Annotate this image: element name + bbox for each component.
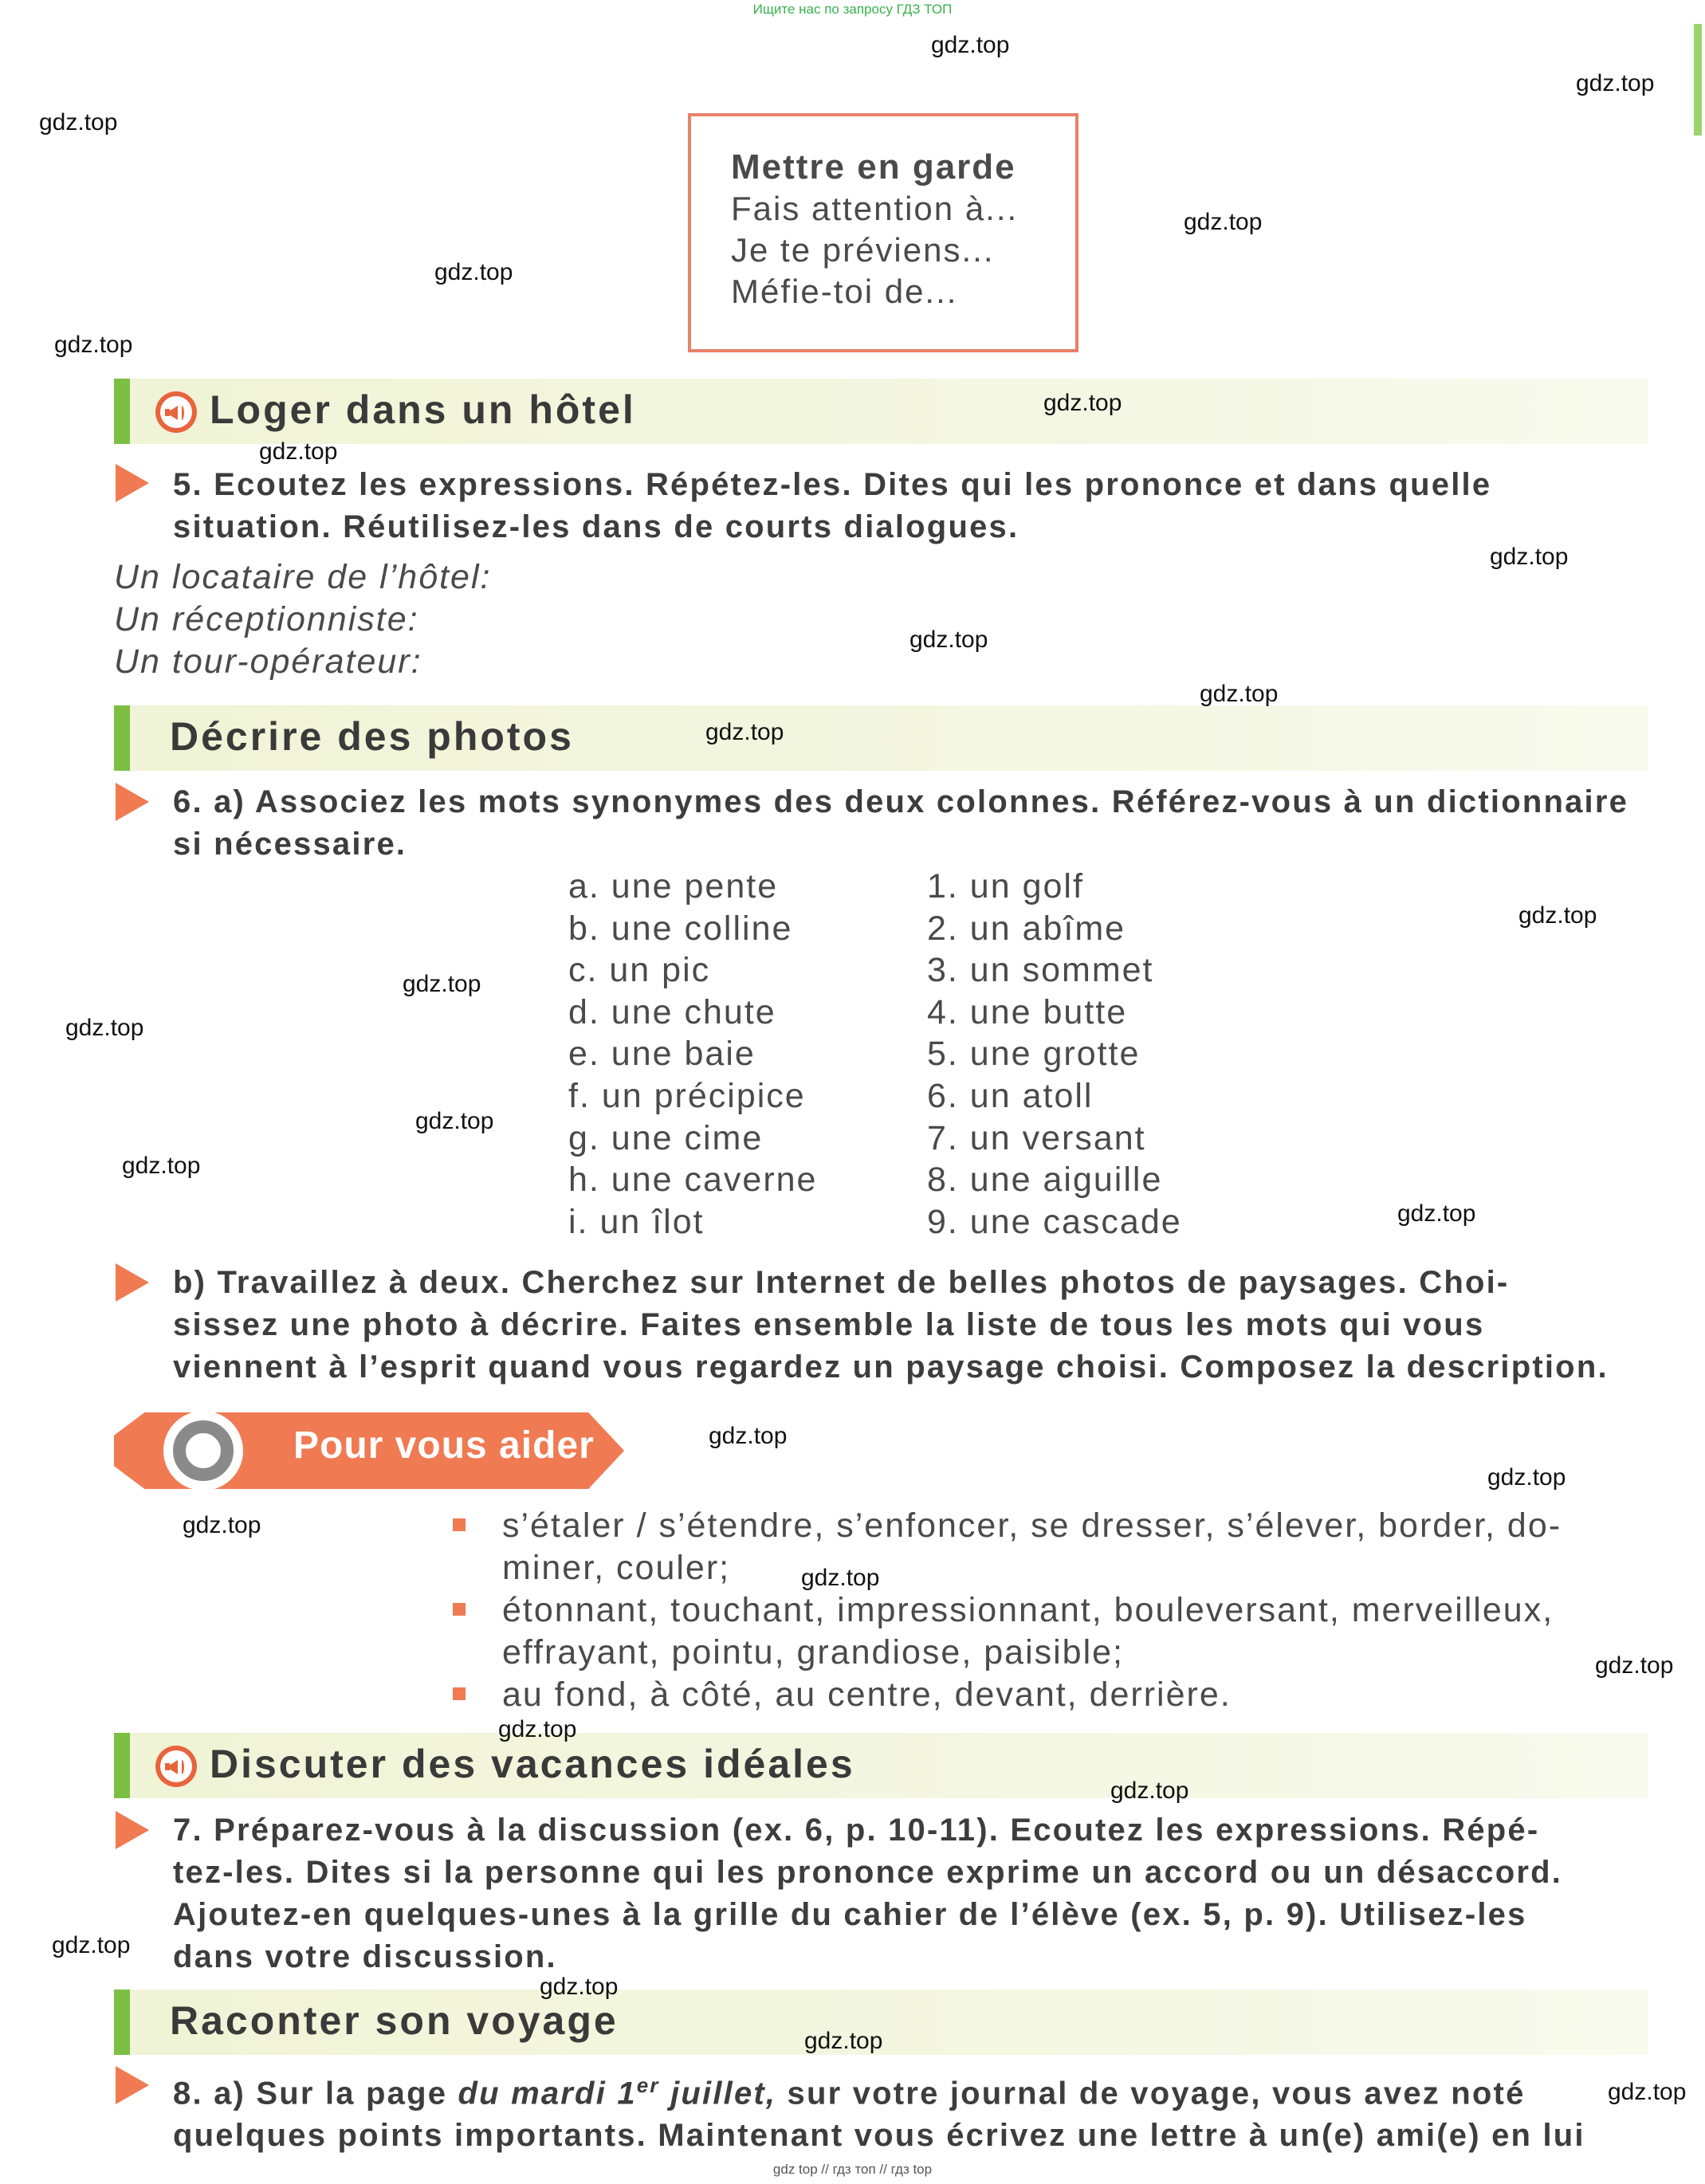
watermark: gdz.top — [804, 2028, 883, 2054]
list-item: 5. une grotte — [927, 1035, 1141, 1074]
role-line: Un locataire de l’hôtel: — [114, 558, 492, 596]
top-note: Ищите нас по запросу ГДЗ ТОП — [752, 2, 953, 17]
synonyms-right-column — [927, 866, 1182, 1243]
exercise-5-instruction: 5. Ecoutez les expressions. Répétez-les. Dites qui les prononce et dans quelle situation. Réutilisez-les dans de courts dialogues. — [173, 467, 1492, 544]
section-header-photos — [114, 705, 1648, 771]
watermark: gdz.top — [931, 32, 1010, 58]
exercise-6b-instruction: b) Travaillez à deux. Cherchez sur Internet de belles photos de paysages. Choi- sissez une photo à décrire. Faites ensemble la liste de tous les mots qui vous viennent à l’esprit quand vous regardez un paysage choisi. Composez la description. — [173, 1265, 1609, 1385]
role-line: Un réceptionniste: — [114, 600, 419, 638]
exercise-6a-instruction: 6. a) Associez les mots synonymes des deux colonnes. Référez-vous à un dictionnaire si nécessaire. — [173, 784, 1629, 862]
garde-box-title: Mettre en garde — [731, 147, 1016, 187]
list-item: d. une chute — [568, 992, 776, 1031]
watermark: gdz.top — [1397, 1200, 1476, 1227]
list-item: étonnant, touchant, impressionnant, bouleversant, merveilleux, effrayant, pointu, grandiose, paisible; — [502, 1591, 1554, 1671]
exercise-arrow-icon — [116, 1263, 149, 1302]
watermark: gdz.top — [1595, 1652, 1674, 1679]
garde-box-line: Fais attention à... — [731, 190, 1019, 227]
exercise-8a-instruction: 8. a) Sur la page du mardi 1er juillet, sur votre journal de voyage, vous avez noté quelques points importants. Maintenant vous écrivez une lettre à un(e) ami(e) en lui — [173, 2073, 1585, 2154]
garde-box-line: Je te préviens... — [731, 231, 995, 269]
bullet-square-icon — [453, 1518, 466, 1531]
bullet-square-icon — [453, 1603, 466, 1616]
speaker-icon[interactable] — [155, 1746, 197, 1787]
watermark: gdz.top — [705, 719, 784, 745]
exercise-arrow-icon — [116, 783, 149, 821]
watermark: gdz.top — [498, 1716, 577, 1742]
section-title: Loger dans un hôtel — [210, 387, 636, 432]
exercise-arrow-icon — [116, 1811, 149, 1849]
section-header-discuter — [114, 1733, 1648, 1798]
watermark: gdz.top — [183, 1512, 261, 1538]
watermark: gdz.top — [1487, 1464, 1566, 1491]
watermark: gdz.top — [1490, 544, 1569, 570]
section-title: Décrire des photos — [170, 714, 574, 759]
watermark: gdz.top — [52, 1932, 131, 1958]
exercise-7-instruction: 7. Préparez-vous à la discussion (ex. 6, p. 10-11). Ecoutez les expressions. Répé- tez-les. Dites si la personne qui les prononce exprime un accord ou un désaccord. Ajoutez-en quelques-unes à la grille du cahier de l’élève (ex. 5, p. 9). Utilisez-les dans votre discussion. — [173, 1813, 1563, 1974]
watermark: gdz.top — [65, 1015, 144, 1041]
watermark: gdz.top — [909, 627, 988, 653]
watermark: gdz.top — [709, 1423, 788, 1449]
list-item: i. un îlot — [568, 1202, 705, 1241]
list-item: 1. un golf — [927, 867, 1084, 905]
watermark: gdz.top — [1200, 681, 1279, 707]
pour-vous-aider-banner — [114, 1412, 624, 1489]
watermark: gdz.top — [1608, 2079, 1687, 2105]
watermark: gdz.top — [403, 971, 481, 997]
list-item: au fond, à côté, au centre, devant, derrière. — [502, 1675, 1232, 1714]
list-item: f. un précipice — [568, 1076, 806, 1115]
bullet-square-icon — [453, 1687, 466, 1700]
footer-note: gdz top // гдз топ // гдз top — [772, 2162, 933, 2177]
watermark: gdz.top — [259, 438, 338, 465]
watermark: gdz.top — [1576, 70, 1655, 96]
list-item: 6. un atoll — [927, 1076, 1094, 1115]
exercise-arrow-icon — [116, 2066, 149, 2104]
watermark: gdz.top — [122, 1153, 201, 1179]
list-item: 7. un versant — [927, 1118, 1146, 1157]
watermark: gdz.top — [1110, 1777, 1189, 1804]
watermark: gdz.top — [39, 109, 118, 136]
list-item: b. une colline — [568, 909, 793, 948]
page-edge-bar — [1694, 24, 1702, 136]
list-item: a. une pente — [568, 867, 779, 905]
role-line: Un tour-opérateur: — [114, 642, 422, 681]
list-item: e. une baie — [568, 1035, 756, 1074]
list-item: 9. une cascade — [927, 1202, 1182, 1241]
watermark: gdz.top — [434, 259, 513, 285]
aider-title: Pour vous aider — [293, 1424, 595, 1467]
watermark: gdz.top — [54, 332, 133, 358]
watermark: gdz.top — [415, 1108, 494, 1134]
section-header-loger — [114, 379, 1648, 444]
list-item: 2. un abîme — [927, 909, 1126, 948]
watermark: gdz.top — [801, 1565, 880, 1591]
synonyms-left-column — [568, 866, 817, 1243]
list-item: 4. une butte — [927, 992, 1128, 1031]
list-item: 3. un sommet — [927, 951, 1154, 990]
list-item: 8. une aiguille — [927, 1161, 1163, 1200]
watermark: gdz.top — [1184, 209, 1263, 235]
watermark: gdz.top — [1518, 902, 1597, 929]
watermark: gdz.top — [540, 1974, 619, 2000]
list-item: g. une cime — [568, 1118, 764, 1157]
watermark: gdz.top — [1043, 390, 1122, 416]
speaker-icon[interactable] — [155, 391, 197, 433]
exercise-arrow-icon — [116, 464, 149, 502]
section-title: Discuter des vacances idéales — [210, 1742, 855, 1786]
section-title: Raconter son voyage — [170, 1998, 619, 2043]
lifebuoy-icon — [163, 1411, 243, 1491]
list-item: s’étaler / s’étendre, s’enfoncer, se dresser, s’élever, border, do- miner, couler; — [502, 1506, 1562, 1587]
garde-box — [688, 113, 1078, 352]
garde-box-line: Méfie-toi de... — [731, 273, 958, 310]
list-item: h. une caverne — [568, 1161, 818, 1200]
list-item: c. un pic — [568, 951, 711, 990]
